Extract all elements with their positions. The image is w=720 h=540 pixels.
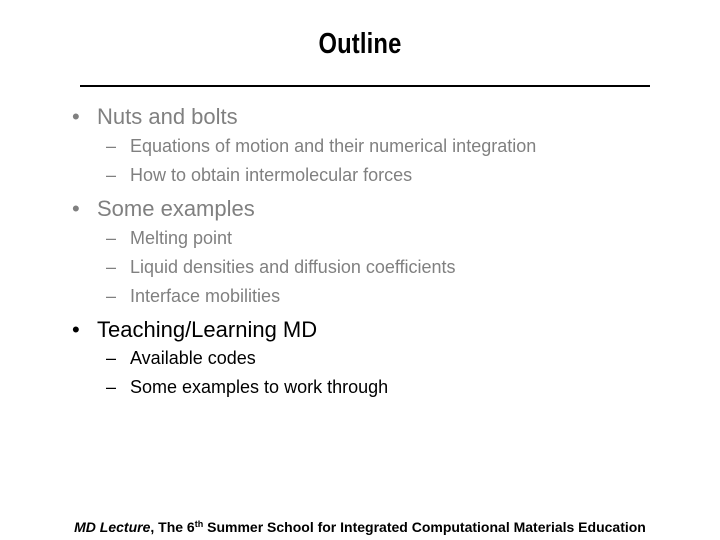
footer-lecture-name: MD Lecture — [74, 519, 151, 535]
dash-mark: – — [106, 136, 117, 156]
footer-text-post: Summer School for Integrated Computational Materials Education — [203, 519, 646, 535]
dash-mark: – — [106, 165, 117, 185]
title-divider — [80, 85, 650, 87]
dash-mark: – — [106, 348, 117, 368]
list-item-text: Interface mobilities — [130, 286, 281, 306]
section-label: Teaching/Learning MD — [97, 317, 318, 342]
list-item-text: How to obtain intermolecular forces — [130, 165, 413, 185]
list-item-text: Liquid densities and diffusion coefficients — [130, 257, 456, 277]
bullet-mark: • — [72, 317, 80, 342]
dash-mark: – — [106, 228, 117, 248]
slide-title: Outline — [318, 28, 402, 60]
footer-text-pre: , The 6 — [150, 519, 195, 535]
slide-footer — [0, 519, 720, 535]
list-item-text: Equations of motion and their numerical integration — [130, 136, 537, 156]
dash-mark: – — [106, 377, 117, 397]
section-label: Nuts and bolts — [97, 104, 238, 129]
bullet-mark: • — [72, 104, 80, 129]
bullet-mark: • — [72, 196, 80, 221]
dash-mark: – — [106, 257, 117, 277]
dash-mark: – — [106, 286, 117, 306]
footer-ordinal-suffix: th — [194, 519, 204, 529]
list-item-text: Available codes — [130, 348, 256, 368]
section-label: Some examples — [97, 196, 255, 221]
list-item-text: Some examples to work through — [130, 377, 389, 397]
list-item-text: Melting point — [130, 228, 233, 248]
